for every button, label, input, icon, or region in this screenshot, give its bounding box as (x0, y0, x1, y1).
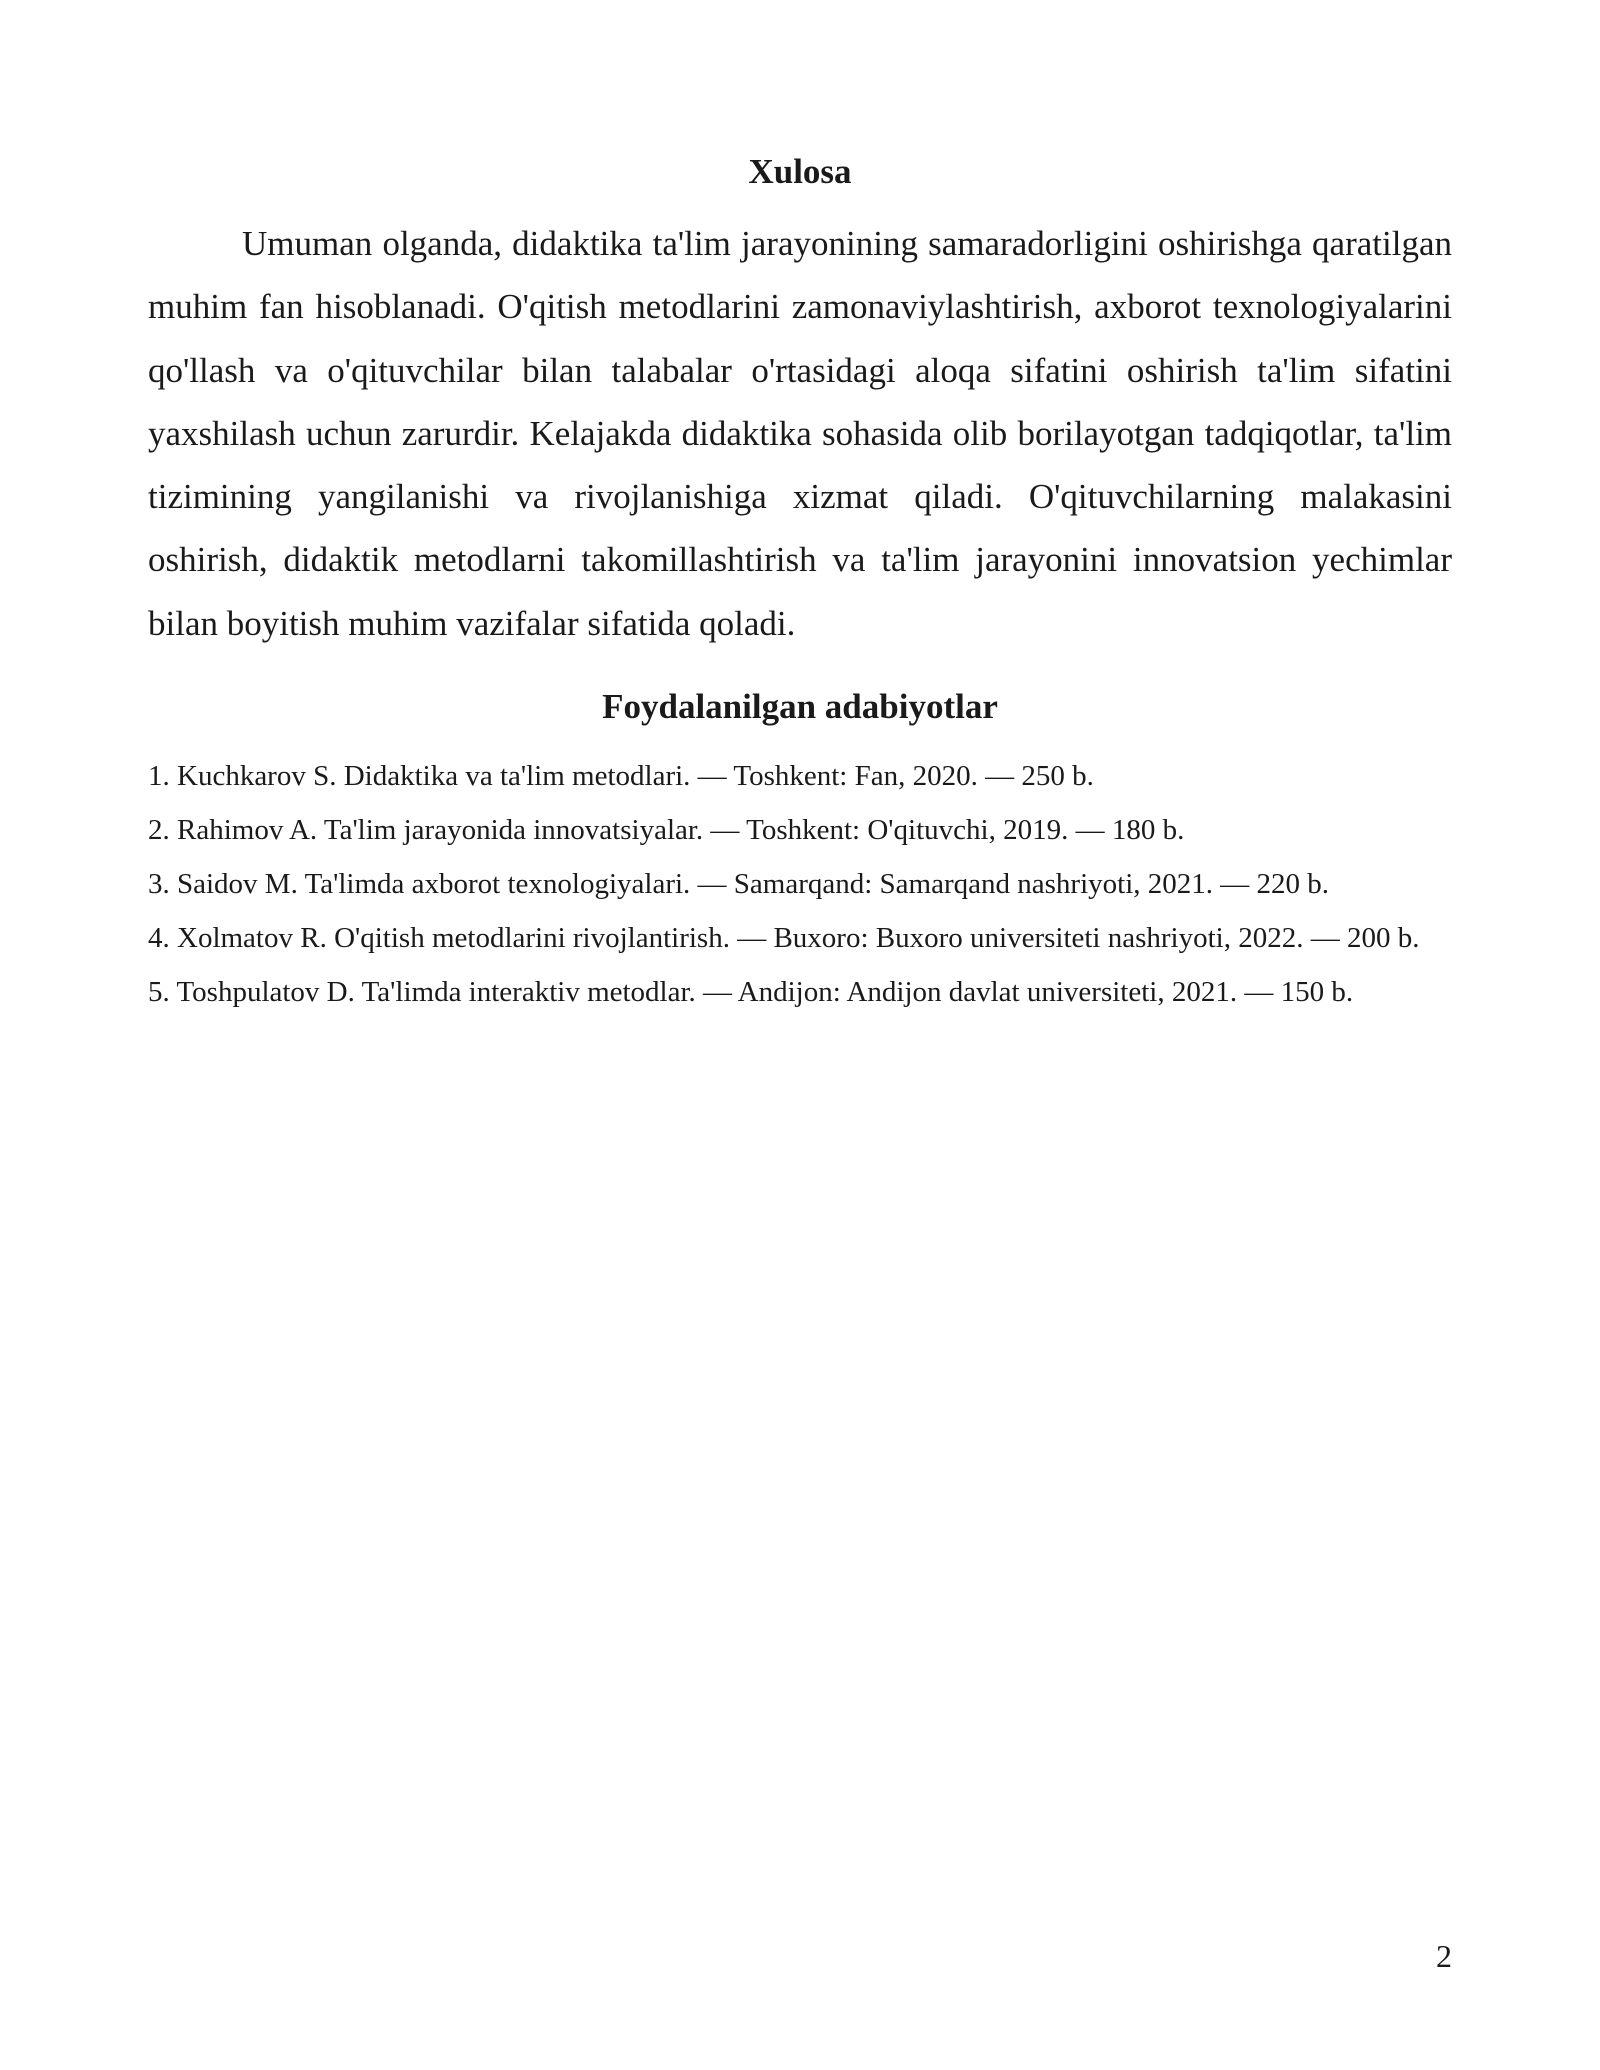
conclusion-paragraph: Umuman olganda, didaktika ta'lim jarayonining samaradorligini oshirishga qaratilgan muhim fan hisoblanadi. O'qitish metodlarini zamonaviylashtirish, axborot texnologiyalarini qo'llash va o'qituvchilar bilan talabalar o'rtasidagi aloqa sifatini oshirish ta'lim sifatini yaxshilash uchun zarurdir. Kelajakda didaktika sohasida olib borilayotgan tadqiqotlar, ta'lim tizimining yangilanishi va rivojlanishiga xizmat qiladi. O'qituvchilarning malakasini oshirish, didaktik metodlarni takomillashtirish va ta'lim jarayonini innovatsion yechimlar bilan boyitish muhim vazifalar sifatida qoladi. (148, 224, 1452, 643)
reference-item-2: 2. Rahimov A. Ta'lim jarayonida innovatsiyalar. — Toshkent: O'qituvchi, 2019. — 180 b. (148, 814, 1185, 847)
references-title: Foydalanilgan adabiyotlar (602, 687, 998, 727)
page-content (148, 150, 1452, 1019)
conclusion-title: Xulosa (748, 152, 852, 191)
reference-item-5: 5. Toshpulatov D. Ta'limda interaktiv metodlar. — Andijon: Andijon davlat universiteti, 2021. — 150 b. (148, 976, 1354, 1009)
reference-item-3: 3. Saidov M. Ta'limda axborot texnologiyalari. — Samarqand: Samarqand nashriyoti, 2021. — 220 b. (148, 868, 1329, 901)
page-number: 2 (1436, 1938, 1452, 1974)
references-list (148, 749, 1452, 1019)
reference-item-4: 4. Xolmatov R. O'qitish metodlarini rivojlantirish. — Buxoro: Buxoro universiteti nashriyoti, 2022. — 200 b. (148, 922, 1420, 955)
reference-item-1: 1. Kuchkarov S. Didaktika va ta'lim metodlari. — Toshkent: Fan, 2020. — 250 b. (148, 760, 1094, 793)
